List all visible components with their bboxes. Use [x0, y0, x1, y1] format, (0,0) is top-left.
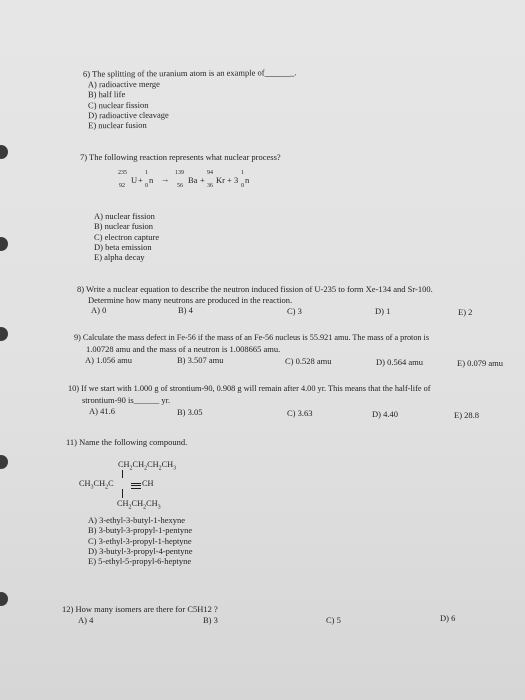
q9-option-c: C) 0.528 amu	[285, 356, 332, 366]
q10-option-c: C) 3.63	[287, 408, 313, 418]
q7-option-e: E) alpha decay	[94, 252, 145, 263]
structure-bottom-chain: $CH_2CH_2CH_3$	[117, 499, 161, 511]
q10-option-e: E) 28.8	[454, 410, 480, 420]
binder-hole	[0, 237, 8, 251]
bond-bottom	[122, 489, 123, 498]
binder-hole	[0, 455, 8, 469]
q12-option-b: B) 3	[203, 615, 218, 625]
n-symbol: n	[245, 175, 250, 185]
q11-option-d: D) 3-butyl-3-propyl-4-pentyne	[88, 545, 193, 556]
kr-atomic-number: 36	[207, 183, 213, 189]
binder-hole	[0, 327, 8, 341]
structure-right-group: CH	[142, 479, 154, 488]
q6-option-b: B) half life	[87, 89, 126, 100]
kr-mass-number: 94	[207, 170, 213, 176]
q7-options	[94, 211, 159, 262]
q6-option-a: A) radioactive merge	[87, 78, 160, 90]
q10-stem-line-1: 10) If we start with 1.000 g of strontium-90, 0.908 g will remain after 4.00 yr. This means that the half-life of	[68, 384, 431, 393]
plus-sign: +	[227, 175, 232, 185]
q7-option-a: A) nuclear fission	[94, 211, 155, 221]
q11-option-a: A) 3-ethyl-3-butyl-1-hexyne	[88, 515, 186, 525]
q12-option-d: D) 6	[440, 613, 456, 623]
q9-option-e: E) 0.079 amu	[457, 358, 504, 368]
q12-stem: 12) How many isomers are there for C5H12 ?	[62, 604, 218, 614]
q11-stem: 11) Name the following compound.	[66, 437, 188, 447]
bond-top	[122, 470, 123, 478]
q6-option-c: C) nuclear fission	[87, 99, 149, 110]
u-atomic-number: 92	[119, 183, 125, 189]
q10-option-b: B) 3.05	[177, 407, 203, 417]
u-symbol: U	[131, 175, 138, 185]
n-atomic-number: 0	[241, 183, 244, 189]
q10-option-a: A) 41.6	[89, 406, 115, 416]
q6-option-d: D) radioactive cleavage	[88, 109, 169, 121]
q8-option-b: B) 4	[178, 305, 193, 315]
n-atomic-number: 0	[145, 183, 148, 189]
q8-stem-line-1: 8) Write a nuclear equation to describe the neutron induced fission of U-235 to form Xe-134 and Sr-100.	[77, 284, 433, 294]
q7-nuclear-equation	[118, 170, 288, 200]
q11-options	[88, 515, 193, 566]
q11-option-b: B) 3-butyl-3-propyl-1-pentyne	[88, 525, 193, 536]
q8-option-c: C) 3	[287, 306, 302, 316]
n-mass-number: 1	[145, 170, 148, 176]
q8-stem-line-2: Determine how many neutrons are produced in the reaction.	[88, 295, 293, 305]
u-mass-number: 235	[118, 170, 127, 176]
q11-option-c: C) 3-ethyl-3-propyl-1-heptyne	[88, 535, 192, 546]
q7-option-d: D) beta emission	[94, 241, 152, 252]
q7-stem: 7) The following reaction represents what nuclear process?	[80, 152, 281, 162]
n-symbol: n	[149, 175, 154, 185]
reaction-arrow: →	[161, 174, 170, 184]
q10-stem-line-2: strontium-90 is______ yr.	[82, 395, 171, 405]
plus-sign: +	[200, 175, 205, 185]
q9-option-b: B) 3.507 amu	[177, 355, 224, 365]
q8-option-e: E) 2	[458, 307, 473, 317]
ba-symbol: Ba	[188, 175, 198, 185]
q8-option-d: D) 1	[375, 306, 391, 316]
q12-option-c: C) 5	[326, 615, 341, 625]
q6-option-e: E) nuclear fusion	[88, 120, 147, 131]
q12-option-a: A) 4	[78, 615, 94, 625]
binder-hole	[0, 145, 8, 159]
ba-atomic-number: 56	[177, 183, 183, 189]
q7-option-c: C) electron capture	[94, 231, 160, 242]
q9-option-a: A) 1.056 amu	[85, 355, 132, 365]
q9-stem-line-2: 1.00728 amu and the mass of a neutron is 1.008665 amu.	[86, 344, 281, 354]
plus-sign: +	[138, 175, 143, 185]
q9-option-d: D) 0.564 amu	[376, 357, 423, 367]
neutron-coefficient: 3	[234, 175, 239, 185]
q10-option-d: D) 4.40	[372, 409, 398, 419]
q7-option-b: B) nuclear fusion	[94, 221, 154, 232]
structure-top-chain: $CH_2CH_2CH_2CH_3$	[118, 460, 177, 472]
triple-bond	[131, 483, 141, 489]
structure-left-chain: $CH_3CH_2C$	[79, 479, 114, 491]
q6-options	[88, 79, 169, 131]
binder-hole	[0, 592, 8, 606]
q8-option-a: A) 0	[91, 305, 107, 315]
q9-stem-line-1: 9) Calculate the mass defect in Fe-56 if the mass of an Fe-56 nucleus is 55.921 amu. The mass of a proton is	[74, 333, 430, 342]
n-mass-number: 1	[241, 170, 244, 176]
kr-symbol: Kr	[216, 175, 225, 185]
ba-mass-number: 139	[175, 170, 184, 176]
q11-option-e: E) 5-ethyl-5-propyl-6-heptyne	[88, 556, 192, 567]
q6-stem: 6) The splitting of the uranium atom is an example of_______.	[82, 67, 297, 79]
